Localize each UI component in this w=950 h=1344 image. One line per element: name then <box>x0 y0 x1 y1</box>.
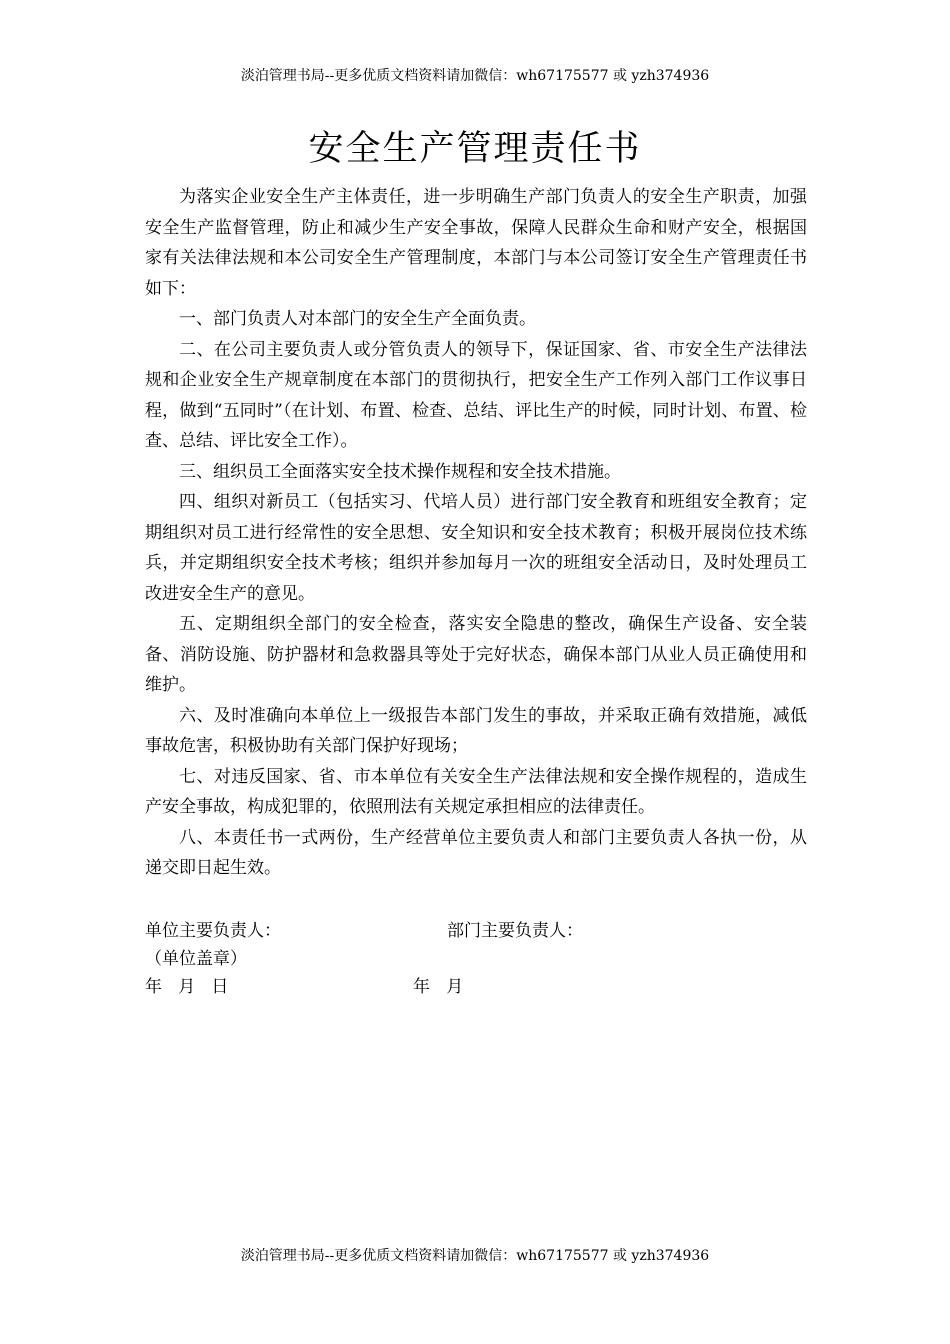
signature-labels-row <box>145 917 807 945</box>
clause-6: 六、及时准确向本单位上一级报告本部门发生的事故，并采取正确有效措施，减低事故危害，积极协助有关部门保护好现场； <box>145 705 807 756</box>
clause-7: 七、对违反国家、省、市本单位有关安全生产法律法规和安全操作规程的，造成生产安全事故，构成犯罪的，依照刑法有关规定承担相应的法律责任。 <box>145 766 807 817</box>
date-row <box>145 973 807 1001</box>
clause-3: 三、组织员工全面落实安全技术操作规程和安全技术措施。 <box>179 461 621 482</box>
clause-5: 五、定期组织全部门的安全检查，落实安全隐患的整改，确保生产设备、安全装备、消防设施、防护器材和急救器具等处于完好状态，确保本部门从业人员正确使用和维护。 <box>145 614 807 695</box>
seal-row <box>145 945 807 973</box>
clause-8: 八、本责任书一式两份，生产经营单位主要负责人和部门主要负责人各执一份，从递交即日起生效。 <box>145 827 807 878</box>
signature-block <box>145 917 807 1001</box>
dept-date: 年 月 <box>413 977 464 997</box>
clause-1: 一、部门负责人对本部门的安全生产全面负责。 <box>179 309 536 329</box>
document-title: 安全生产管理责任书 <box>308 129 642 169</box>
clause-4: 四、组织对新员工（包括实习、代培人员）进行部门安全教育和班组安全教育；定期组织对员工进行经常性的安全思想、安全知识和安全技术教育；积极开展岗位技术练兵，并定期组织安全技术考核；组织并参加每月一次的班组安全活动日，及时处理员工改进安全生产的意见。 <box>145 492 807 604</box>
page-header: 淡泊管理书局--更多优质文档资料请加微信：wh67175577 或 yzh374936 <box>240 68 710 84</box>
unit-head-label: 单位主要负责人： <box>145 921 281 941</box>
clause-2: 二、在公司主要负责人或分管负责人的领导下，保证国家、省、市安全生产法律法规和企业安全生产规章制度在本部门的贯彻执行，把安全生产工作列入部门工作议事日程，做到“五同时”（在计划、布置、检查、总结、评比生产的时候，同时计划、布置、检查、总结、评比安全工作）。 <box>145 339 807 451</box>
page-footer: 淡泊管理书局--更多优质文档资料请加微信：wh67175577 或 yzh374936 <box>240 1248 710 1264</box>
unit-date: 年 月 日 <box>145 977 229 997</box>
dept-head-label: 部门主要负责人： <box>447 921 583 941</box>
intro-paragraph: 为落实企业安全生产主体责任，进一步明确生产部门负责人的安全生产职责，加强安全生产监督管理，防止和减少生产安全事故，保障人民群众生命和财产安全，根据国家有关法律法规和本公司安全生产管理制度，本部门与本公司签订安全生产管理责任书如下： <box>145 187 807 299</box>
document-body <box>145 182 807 884</box>
unit-seal-note: （单位盖章） <box>145 949 247 969</box>
